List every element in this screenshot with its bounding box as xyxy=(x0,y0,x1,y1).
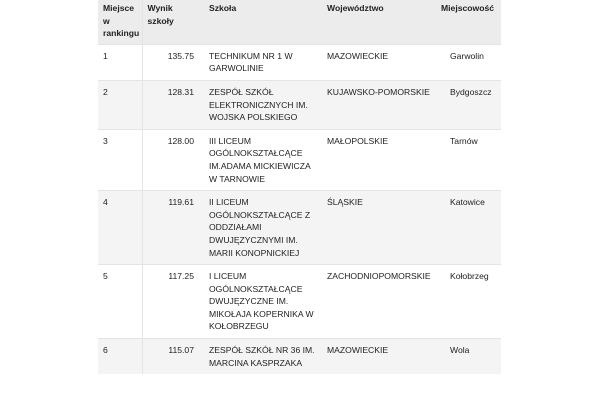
score-cell: 135.75 xyxy=(142,44,204,80)
province-cell: ŚLĄSKIE xyxy=(322,191,436,265)
score-cell: 128.31 xyxy=(142,80,204,129)
province-cell: ZACHODNIOPOMORSKIE xyxy=(322,265,436,339)
table-row xyxy=(98,80,501,129)
province-cell: MAZOWIECKIE xyxy=(322,44,436,80)
table-header-row xyxy=(98,0,501,44)
ranking-table-container xyxy=(98,0,501,400)
city-cell: Bydgoszcz xyxy=(436,80,501,129)
column-header-province: Województwo xyxy=(322,0,436,44)
table-row xyxy=(98,191,501,265)
rank-cell: 1 xyxy=(98,44,142,80)
rank-cell: 4 xyxy=(98,191,142,265)
school-cell: I LICEUM OGÓLNOKSZTAŁCĄCE DWUJĘZYCZNE IM. MIKOŁAJA KOPERNIKA W KOŁOBRZEGU xyxy=(204,265,322,339)
city-cell: Katowice xyxy=(436,191,501,265)
city-cell: Tarnów xyxy=(436,129,501,190)
column-header-score: Wynik szkoły xyxy=(142,0,204,44)
table-row xyxy=(98,129,501,190)
school-ranking-table xyxy=(98,0,501,374)
rank-cell: 2 xyxy=(98,80,142,129)
school-cell: TECHNIKUM NR 1 W GARWOLINIE xyxy=(204,44,322,80)
rank-cell: 6 xyxy=(98,339,142,375)
city-cell: Garwolin xyxy=(436,44,501,80)
table-row xyxy=(98,44,501,80)
rank-cell: 5 xyxy=(98,265,142,339)
school-cell: ZESPÓŁ SZKÓŁ NR 36 IM. MARCINA KASPRZAKA xyxy=(204,339,322,375)
school-cell: II LICEUM OGÓLNOKSZTAŁCĄCE Z ODDZIAŁAMI DWUJĘZYCZNYMI IM. MARII KONOPNICKIEJ xyxy=(204,191,322,265)
city-cell: Kołobrzeg xyxy=(436,265,501,339)
rank-cell: 3 xyxy=(98,129,142,190)
table-row xyxy=(98,339,501,375)
table-row xyxy=(98,265,501,339)
province-cell: KUJAWSKO-POMORSKIE xyxy=(322,80,436,129)
city-cell: Wola xyxy=(436,339,501,375)
school-cell: III LICEUM OGÓLNOKSZTAŁCĄCE IM.ADAMA MICKIEWICZA W TARNOWIE xyxy=(204,129,322,190)
score-cell: 115.07 xyxy=(142,339,204,375)
score-cell: 119.61 xyxy=(142,191,204,265)
column-header-rank: Miejsce w rankingu xyxy=(98,0,142,44)
school-cell: ZESPÓŁ SZKÓŁ ELEKTRONICZNYCH IM. WOJSKA POLSKIEGO xyxy=(204,80,322,129)
province-cell: MAZOWIECKIE xyxy=(322,339,436,375)
province-cell: MAŁOPOLSKIE xyxy=(322,129,436,190)
score-cell: 117.25 xyxy=(142,265,204,339)
score-cell: 128.00 xyxy=(142,129,204,190)
column-header-city: Miejscowość xyxy=(436,0,501,44)
column-header-school: Szkoła xyxy=(204,0,322,44)
